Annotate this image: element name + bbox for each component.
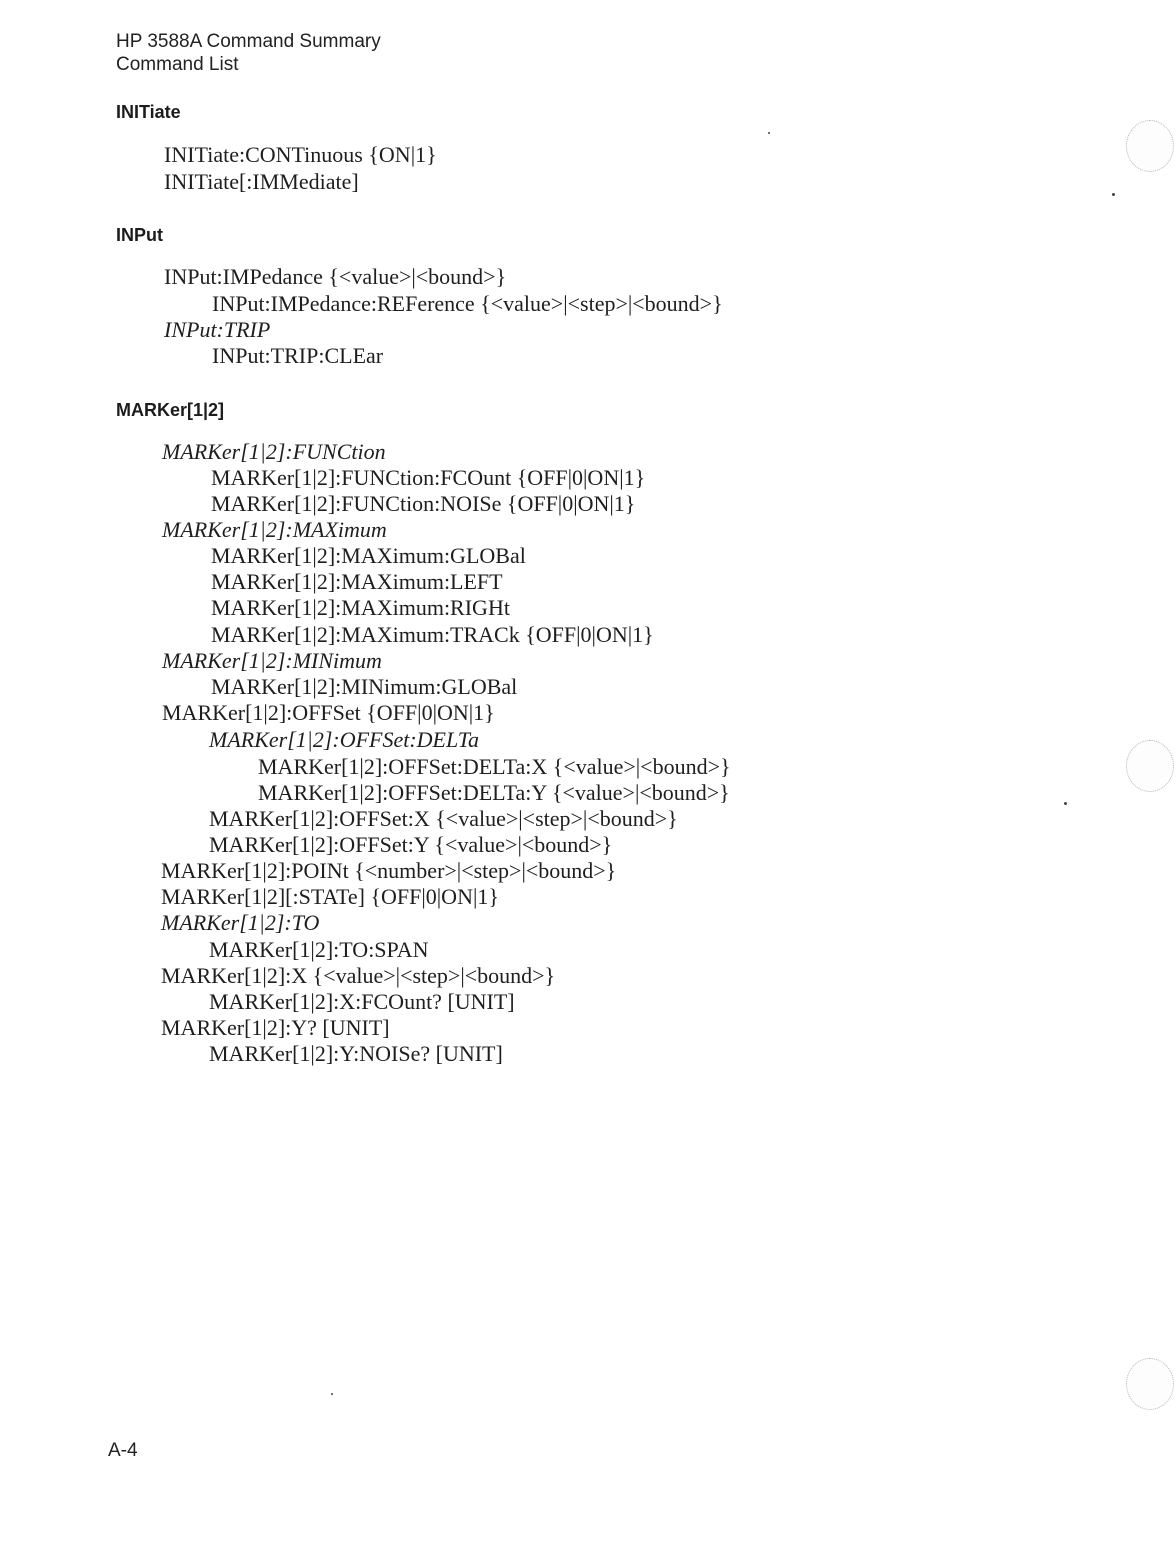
command-group-line: MARKer[1|2]:MINimum: [162, 648, 382, 673]
command-line: MARKer[1|2]:MINimum:GLOBal: [211, 674, 518, 699]
command-line: MARKer[1|2]:MAXimum:TRACk {OFF|0|ON|1}: [211, 622, 654, 647]
scan-speck: [1064, 802, 1067, 805]
section-heading-input: INPut: [116, 225, 163, 245]
command-line: MARKer[1|2]:TO:SPAN: [209, 937, 429, 962]
punch-hole: [1126, 1358, 1174, 1410]
command-group-line: INPut:TRIP: [164, 317, 271, 342]
punch-hole: [1126, 120, 1174, 172]
command-line: MARKer[1|2]:POINt {<number>|<step>|<bound>}: [161, 858, 617, 883]
running-header: [116, 30, 381, 76]
command-group-line: MARKer[1|2]:FUNCtion: [162, 439, 386, 464]
command-line: INITiate:CONTinuous {ON|1}: [164, 142, 437, 167]
command-line: MARKer[1|2]:OFFSet:X {<value>|<step>|<bound>}: [209, 806, 678, 831]
command-line: MARKer[1|2]:MAXimum:RIGHt: [211, 595, 510, 620]
punch-hole: [1126, 740, 1174, 792]
command-line: MARKer[1|2]:MAXimum:GLOBal: [211, 543, 526, 568]
command-line: MARKer[1|2]:OFFSet:DELTa:X {<value>|<bound>}: [258, 754, 731, 779]
command-group-line: MARKer[1|2]:MAXimum: [162, 517, 387, 542]
command-group-line: MARKer[1|2]:TO: [161, 910, 320, 935]
command-line: MARKer[1|2]:FUNCtion:FCOunt {OFF|0|ON|1}: [211, 465, 646, 490]
header-subtitle: Command List: [116, 54, 239, 75]
command-line: INPut:TRIP:CLEar: [212, 343, 384, 368]
command-line: MARKer[1|2]:MAXimum:LEFT: [211, 569, 503, 594]
command-line: MARKer[1|2]:OFFSet:DELTa:Y {<value>|<bound>}: [258, 780, 730, 805]
page-number: A-4: [108, 1440, 138, 1461]
command-line: MARKer[1|2]:X:FCOunt? [UNIT]: [209, 989, 515, 1014]
command-group-line: MARKer[1|2]:OFFSet:DELTa: [209, 727, 480, 752]
header-title: HP 3588A Command Summary: [116, 31, 381, 52]
section-heading-initiate: INITiate: [116, 102, 181, 122]
section-heading-marker: MARKer[1|2]: [116, 400, 225, 420]
command-line: INPut:IMPedance:REFerence {<value>|<step>|<bound>}: [212, 291, 723, 316]
command-line: MARKer[1|2]:Y:NOISe? [UNIT]: [209, 1041, 503, 1066]
command-line: MARKer[1|2]:FUNCtion:NOISe {OFF|0|ON|1}: [211, 491, 636, 516]
command-line: MARKer[1|2][:STATe] {OFF|0|ON|1}: [161, 884, 499, 909]
command-line: MARKer[1|2]:X {<value>|<step>|<bound>}: [161, 963, 556, 988]
command-line: INITiate[:IMMediate]: [164, 169, 359, 194]
scan-speck: [768, 132, 770, 134]
command-line: MARKer[1|2]:OFFSet {OFF|0|ON|1}: [162, 700, 495, 725]
command-line: MARKer[1|2]:OFFSet:Y {<value>|<bound>}: [209, 832, 613, 857]
scan-speck: [1112, 193, 1115, 196]
scan-speck: [331, 1393, 333, 1395]
command-line: INPut:IMPedance {<value>|<bound>}: [164, 264, 507, 289]
command-line: MARKer[1|2]:Y? [UNIT]: [161, 1015, 390, 1040]
